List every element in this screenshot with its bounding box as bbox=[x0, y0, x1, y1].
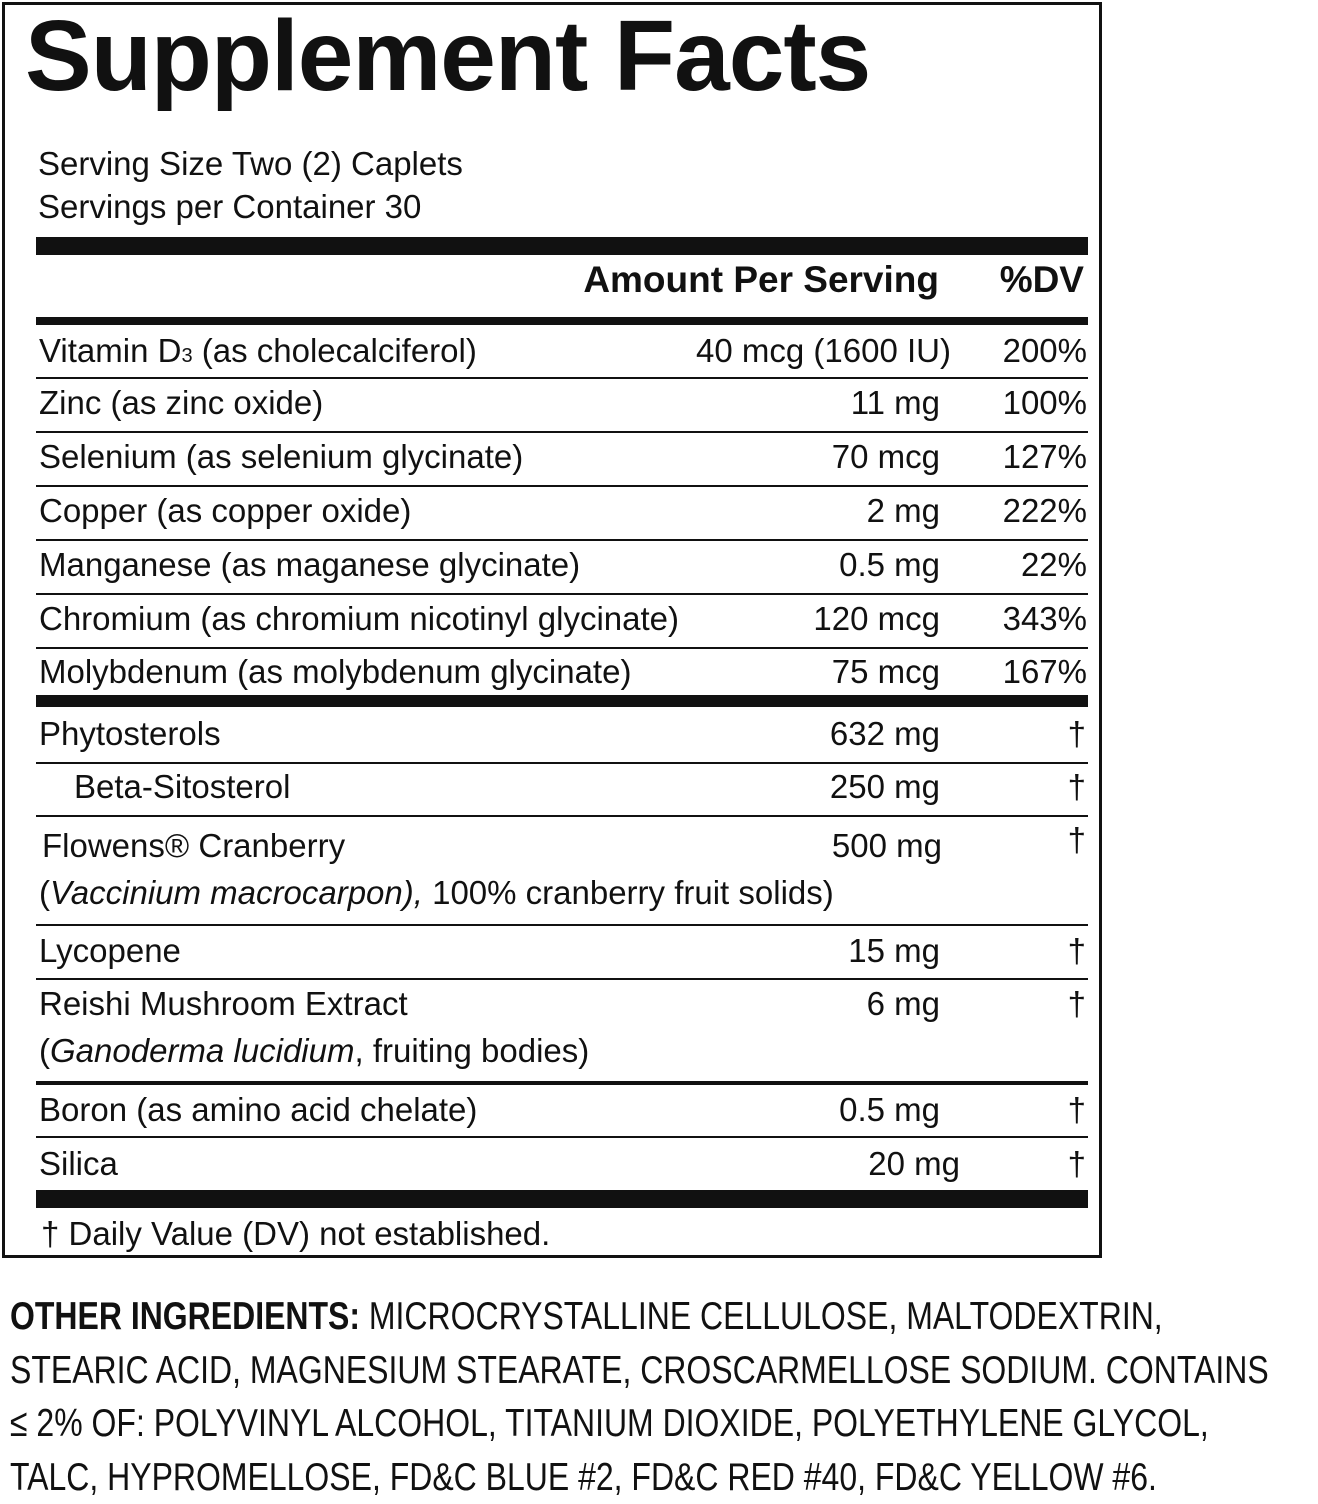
thick-divider bbox=[36, 1190, 1088, 1208]
nutrient-dv: 22% bbox=[1021, 546, 1087, 584]
ingredient-amount: 15 mg bbox=[848, 932, 940, 970]
nutrient-dv: 100% bbox=[1003, 384, 1087, 422]
ingredient-amount: 0.5 mg bbox=[839, 1091, 940, 1129]
nutrient-row-copper bbox=[36, 487, 1088, 541]
nutrient-amount: 11 mg bbox=[851, 384, 940, 422]
ingredient-name: Flowens® Cranberry bbox=[42, 827, 345, 865]
ingredient-name: Boron (as amino acid chelate) bbox=[39, 1091, 477, 1129]
other-ingredients bbox=[10, 1290, 1083, 1504]
panel-title: Supplement Facts bbox=[25, 0, 870, 114]
ingredient-row-boron bbox=[36, 1085, 1088, 1138]
ingredient-row-reishi bbox=[36, 980, 1088, 1083]
nutrient-name: Zinc (as zinc oxide) bbox=[39, 384, 323, 422]
medium-divider bbox=[36, 695, 1088, 707]
nutrient-row-selenium bbox=[36, 433, 1088, 487]
ingredient-row-lycopene bbox=[36, 926, 1088, 980]
nutrient-dv: 167% bbox=[1003, 653, 1087, 691]
nutrient-amount: 40 mcg (1600 IU) bbox=[696, 332, 951, 370]
ingredient-amount: 6 mg bbox=[867, 985, 940, 1023]
nutrient-dv: 343% bbox=[1003, 600, 1087, 638]
ingredient-dv: † bbox=[1068, 985, 1086, 1023]
ingredient-dv: † bbox=[1068, 821, 1086, 859]
medium-divider bbox=[36, 317, 1088, 325]
nutrient-dv: 222% bbox=[1003, 492, 1087, 530]
supplement-facts-panel bbox=[2, 2, 1102, 1258]
nutrient-name: Vitamin D3 (as cholecalciferol) bbox=[39, 332, 477, 370]
ingredient-name: Phytosterols bbox=[39, 715, 221, 753]
footnote: † Daily Value (DV) not established. bbox=[41, 1215, 550, 1253]
nutrient-amount: 120 mcg bbox=[813, 600, 940, 638]
ingredient-name: Beta-Sitosterol bbox=[74, 768, 290, 806]
ingredient-description: (Vaccinium macrocarpon), 100% cranberry fruit solids) bbox=[39, 874, 834, 912]
ingredient-description: (Ganoderma lucidium, fruiting bodies) bbox=[39, 1032, 589, 1070]
nutrient-name: Selenium (as selenium glycinate) bbox=[39, 438, 523, 476]
other-ingredients-heading: OTHER INGREDIENTS: bbox=[10, 1295, 360, 1338]
nutrient-row-manganese bbox=[36, 541, 1088, 595]
ingredient-name: Silica bbox=[39, 1145, 118, 1183]
serving-size: Serving Size Two (2) Caplets bbox=[38, 145, 463, 183]
nutrient-name: Molybdenum (as molybdenum glycinate) bbox=[39, 653, 631, 691]
nutrient-row-chromium bbox=[36, 595, 1088, 649]
ingredient-name: Lycopene bbox=[39, 932, 181, 970]
ingredient-dv: † bbox=[1068, 715, 1086, 753]
ingredient-row-phytosterols bbox=[36, 707, 1088, 764]
ingredient-dv: † bbox=[1068, 1145, 1086, 1183]
ingredient-row-beta-sitosterol bbox=[36, 764, 1088, 817]
ingredient-amount: 632 mg bbox=[830, 715, 940, 753]
nutrient-amount: 0.5 mg bbox=[839, 546, 940, 584]
header-amount: Amount Per Serving bbox=[583, 259, 939, 301]
servings-per-container: Servings per Container 30 bbox=[38, 188, 421, 226]
header-dv: %DV bbox=[1000, 259, 1084, 301]
nutrient-row-zinc bbox=[36, 379, 1088, 433]
ingredient-amount: 20 mg bbox=[868, 1145, 960, 1183]
nutrient-dv: 200% bbox=[1003, 332, 1087, 370]
nutrient-row-vitamin-d bbox=[36, 325, 1088, 379]
nutrient-row-molybdenum bbox=[36, 649, 1088, 695]
ingredient-amount: 500 mg bbox=[832, 827, 942, 865]
other-ingredients-line: STEARIC ACID, MAGNESIUM STEARATE, CROSCARMELLOSE SODIUM. CONTAINS bbox=[10, 1344, 1083, 1398]
nutrient-name: Manganese (as maganese glycinate) bbox=[39, 546, 580, 584]
nutrient-amount: 75 mcg bbox=[832, 653, 940, 691]
nutrient-dv: 127% bbox=[1003, 438, 1087, 476]
nutrient-amount: 70 mcg bbox=[832, 438, 940, 476]
ingredient-dv: † bbox=[1068, 1091, 1086, 1129]
nutrient-name: Chromium (as chromium nicotinyl glycinate) bbox=[39, 600, 679, 638]
thick-divider bbox=[36, 237, 1088, 255]
nutrient-amount: 2 mg bbox=[867, 492, 940, 530]
ingredient-amount: 250 mg bbox=[830, 768, 940, 806]
other-ingredients-line: OTHER INGREDIENTS: MICROCRYSTALLINE CELLULOSE, MALTODEXTRIN, bbox=[10, 1290, 1083, 1344]
other-ingredients-line: ≤ 2% OF: POLYVINYL ALCOHOL, TITANIUM DIOXIDE, POLYETHYLENE GLYCOL, bbox=[10, 1397, 1083, 1451]
other-ingredients-line: TALC, HYPROMELLOSE, FD&C BLUE #2, FD&C RED #40, FD&C YELLOW #6. bbox=[10, 1451, 1083, 1504]
nutrient-name: Copper (as copper oxide) bbox=[39, 492, 411, 530]
ingredient-dv: † bbox=[1068, 932, 1086, 970]
ingredient-name: Reishi Mushroom Extract bbox=[39, 985, 408, 1023]
ingredient-row-silica bbox=[36, 1138, 1088, 1190]
ingredient-dv: † bbox=[1068, 768, 1086, 806]
ingredient-row-cranberry bbox=[36, 817, 1088, 926]
